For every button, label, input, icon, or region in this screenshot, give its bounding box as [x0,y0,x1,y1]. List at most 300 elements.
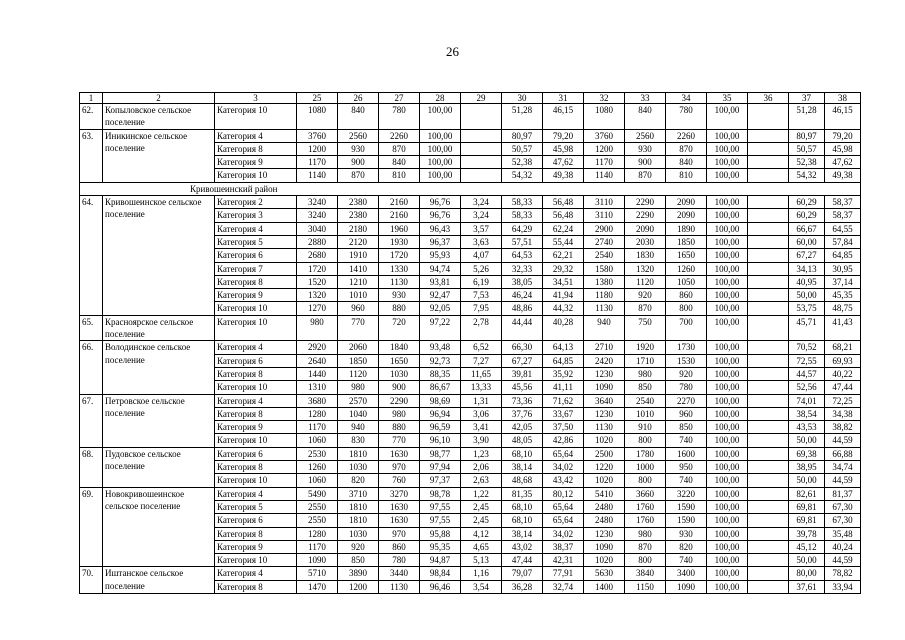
value-cell: 49,38 [825,169,861,182]
value-cell: 32,33 [502,262,543,275]
value-cell: 1650 [379,354,420,367]
value-cell: 3760 [297,129,338,142]
value-cell: 2920 [297,341,338,354]
value-cell: 1080 [297,104,338,130]
value-cell: 2680 [297,249,338,262]
value-cell: 2540 [625,394,666,407]
column-header: 26 [338,93,379,104]
value-cell: 3680 [297,394,338,407]
value-cell: 2480 [584,514,625,527]
value-cell: 3440 [379,567,420,580]
value-cell: 6,19 [461,275,502,288]
column-header: 31 [543,93,584,104]
value-cell: 3270 [379,487,420,500]
value-cell: 820 [338,474,379,487]
value-cell: 1630 [379,500,420,513]
value-cell: 43,53 [789,421,825,434]
settlement-name: Петровское сельское поселение [103,394,215,447]
value-cell: 1130 [584,421,625,434]
value-cell: 1590 [666,514,707,527]
value-cell: 49,38 [543,169,584,182]
value-cell: 3400 [666,567,707,580]
value-cell: 1280 [297,527,338,540]
value-cell: 54,32 [789,169,825,182]
value-cell: 64,85 [825,249,861,262]
value-cell: 1520 [297,275,338,288]
value-cell: 38,14 [502,461,543,474]
value-cell: 5710 [297,567,338,580]
value-cell: 3890 [338,567,379,580]
value-cell: 1330 [379,262,420,275]
settlement-number: 65. [80,315,103,341]
value-cell: 42,31 [543,554,584,567]
value-cell: 65,64 [543,500,584,513]
value-cell: 1120 [338,367,379,380]
value-cell: 67,27 [789,249,825,262]
value-cell: 1170 [584,156,625,169]
value-cell: 70,52 [789,341,825,354]
value-cell: 96,43 [420,222,461,235]
value-cell: 34,02 [543,527,584,540]
value-cell: 980 [625,527,666,540]
column-header: 29 [461,93,502,104]
value-cell: 1210 [338,275,379,288]
value-cell: 48,75 [825,302,861,315]
value-cell: 1320 [625,262,666,275]
settlement-number: 67. [80,394,103,447]
value-cell: 850 [338,554,379,567]
value-cell: 6,52 [461,341,502,354]
category-cell: Категория 9 [215,540,297,553]
settlement-name: Красноярское сельское поселение [103,315,215,341]
value-cell: 1120 [625,275,666,288]
settlement-name: Копыловское сельское поселение [103,104,215,130]
value-cell: 1850 [338,354,379,367]
value-cell: 1170 [297,540,338,553]
value-cell: 44,59 [825,434,861,447]
value-cell: 100,00 [707,554,748,567]
value-cell: 760 [379,474,420,487]
value-cell: 35,92 [543,367,584,380]
value-cell: 930 [379,289,420,302]
value-cell: 100,00 [707,474,748,487]
category-cell: Категория 4 [215,129,297,142]
value-cell: 52,56 [789,381,825,394]
value-cell: 46,15 [825,104,861,130]
settlement-number: 68. [80,447,103,487]
value-cell: 62,21 [543,249,584,262]
value-cell: 2160 [379,196,420,209]
column-header: 36 [748,93,789,104]
value-cell: 46,24 [502,289,543,302]
category-cell: Категория 8 [215,580,297,593]
value-cell: 900 [338,156,379,169]
category-cell: Категория 7 [215,262,297,275]
page-number: 26 [446,44,459,59]
value-cell: 980 [379,407,420,420]
value-cell: 1030 [379,367,420,380]
table-row [80,129,861,142]
value-cell: 3,57 [461,222,502,235]
value-cell: 1760 [625,500,666,513]
value-cell: 11,65 [461,367,502,380]
value-cell: 840 [666,156,707,169]
category-cell: Категория 4 [215,222,297,235]
settlement-name: Новокривошеинское сельское поселение [103,487,215,567]
value-cell: 100,00 [707,394,748,407]
value-cell: 34,02 [543,461,584,474]
value-cell [748,407,789,420]
value-cell [748,447,789,460]
value-cell: 44,32 [543,302,584,315]
value-cell [748,315,789,341]
value-cell: 72,55 [789,354,825,367]
value-cell [748,142,789,155]
value-cell: 67,30 [825,500,861,513]
value-cell: 64,53 [502,249,543,262]
value-cell: 2530 [297,447,338,460]
value-cell [748,302,789,315]
value-cell: 1130 [584,302,625,315]
value-cell: 97,37 [420,474,461,487]
value-cell: 2260 [379,129,420,142]
settlement-name: Иникинское сельское поселение [103,129,215,182]
value-cell: 870 [625,540,666,553]
column-header: 37 [789,93,825,104]
data-table [79,92,861,594]
value-cell: 38,95 [789,461,825,474]
value-cell: 39,81 [502,367,543,380]
value-cell: 740 [666,474,707,487]
category-cell: Категория 8 [215,461,297,474]
value-cell: 58,33 [502,196,543,209]
category-cell: Категория 10 [215,302,297,315]
value-cell: 3,41 [461,421,502,434]
value-cell: 2560 [625,129,666,142]
column-header: 28 [420,93,461,104]
value-cell: 100,00 [420,169,461,182]
value-cell: 79,20 [825,129,861,142]
value-cell: 88,35 [420,367,461,380]
value-cell: 840 [338,104,379,130]
value-cell: 1410 [338,262,379,275]
value-cell: 77,91 [543,567,584,580]
category-cell: Категория 4 [215,394,297,407]
column-header: 38 [825,93,861,104]
value-cell: 860 [379,540,420,553]
value-cell: 1380 [584,275,625,288]
value-cell: 92,05 [420,302,461,315]
value-cell: 840 [379,156,420,169]
value-cell: 100,00 [707,196,748,209]
value-cell: 69,93 [825,354,861,367]
value-cell: 1010 [338,289,379,302]
value-cell: 850 [625,381,666,394]
value-cell: 37,76 [502,407,543,420]
value-cell: 37,50 [543,421,584,434]
value-cell: 67,30 [825,514,861,527]
category-cell: Категория 8 [215,527,297,540]
value-cell: 94,87 [420,554,461,567]
value-cell: 71,62 [543,394,584,407]
value-cell: 7,95 [461,302,502,315]
value-cell: 1030 [338,527,379,540]
value-cell: 58,37 [825,196,861,209]
value-cell: 2710 [584,341,625,354]
value-cell: 940 [584,315,625,341]
category-cell: Категория 6 [215,447,297,460]
value-cell: 78,82 [825,567,861,580]
table-row [80,341,861,354]
value-cell: 37,14 [825,275,861,288]
value-cell [748,474,789,487]
value-cell: 40,24 [825,540,861,553]
value-cell: 55,44 [543,235,584,248]
value-cell: 1080 [584,104,625,130]
value-cell: 2,78 [461,315,502,341]
value-cell: 44,57 [789,367,825,380]
value-cell: 62,24 [543,222,584,235]
value-cell: 47,44 [825,381,861,394]
value-cell: 65,64 [543,514,584,527]
value-cell: 1220 [584,461,625,474]
value-cell: 1230 [584,527,625,540]
value-cell: 65,64 [543,447,584,460]
value-cell: 100,00 [707,381,748,394]
value-cell: 4,07 [461,249,502,262]
value-cell: 56,48 [543,209,584,222]
value-cell [748,289,789,302]
value-cell: 1810 [338,514,379,527]
value-cell: 5,26 [461,262,502,275]
value-cell: 100,00 [707,209,748,222]
value-cell: 740 [666,434,707,447]
category-cell: Категория 6 [215,514,297,527]
value-cell: 97,55 [420,500,461,513]
value-cell: 95,93 [420,249,461,262]
value-cell [461,129,502,142]
value-cell: 1060 [297,474,338,487]
value-cell: 38,14 [502,527,543,540]
value-cell: 2560 [338,129,379,142]
value-cell: 920 [625,289,666,302]
value-cell: 72,25 [825,394,861,407]
value-cell: 57,84 [825,235,861,248]
value-cell: 34,51 [543,275,584,288]
value-cell: 68,21 [825,341,861,354]
value-cell: 1230 [584,367,625,380]
value-cell: 96,76 [420,209,461,222]
value-cell: 1200 [584,142,625,155]
value-cell: 1230 [584,407,625,420]
value-cell: 7,27 [461,354,502,367]
value-cell: 980 [297,315,338,341]
value-cell: 56,48 [543,196,584,209]
value-cell: 2,45 [461,500,502,513]
value-cell: 34,38 [825,407,861,420]
value-cell: 930 [666,527,707,540]
value-cell [748,381,789,394]
value-cell: 66,67 [789,222,825,235]
value-cell: 3,24 [461,196,502,209]
value-cell: 53,75 [789,302,825,315]
value-cell: 41,43 [825,315,861,341]
value-cell: 1030 [338,461,379,474]
value-cell: 95,88 [420,527,461,540]
value-cell: 800 [625,434,666,447]
value-cell: 41,11 [543,381,584,394]
value-cell: 100,00 [707,421,748,434]
value-cell: 81,35 [502,487,543,500]
value-cell: 92,73 [420,354,461,367]
value-cell: 58,33 [502,209,543,222]
category-cell: Категория 9 [215,421,297,434]
value-cell: 1830 [625,249,666,262]
value-cell: 100,00 [707,222,748,235]
value-cell: 3,63 [461,235,502,248]
value-cell: 1320 [297,289,338,302]
value-cell: 1470 [297,580,338,593]
value-cell: 74,01 [789,394,825,407]
value-cell: 100,00 [420,104,461,130]
value-cell: 81,37 [825,487,861,500]
value-cell: 33,67 [543,407,584,420]
value-cell: 1050 [666,275,707,288]
value-cell [461,169,502,182]
value-cell: 50,57 [789,142,825,155]
value-cell: 840 [625,104,666,130]
value-cell: 68,10 [502,447,543,460]
value-cell: 2740 [584,235,625,248]
value-cell: 1060 [297,434,338,447]
category-cell: Категория 5 [215,235,297,248]
value-cell: 720 [379,315,420,341]
settlement-name: Пудовское сельское поселение [103,447,215,487]
value-cell: 45,98 [825,142,861,155]
value-cell: 810 [379,169,420,182]
value-cell: 66,30 [502,341,543,354]
value-cell [748,196,789,209]
value-cell: 1090 [584,381,625,394]
value-cell: 100,00 [420,156,461,169]
value-cell: 1400 [584,580,625,593]
value-cell: 98,69 [420,394,461,407]
value-cell: 2090 [625,222,666,235]
value-cell: 930 [338,142,379,155]
value-cell [748,169,789,182]
value-cell: 32,74 [543,580,584,593]
value-cell: 40,28 [543,315,584,341]
category-cell: Категория 8 [215,367,297,380]
value-cell: 80,12 [543,487,584,500]
value-cell: 64,13 [543,341,584,354]
value-cell: 29,32 [543,262,584,275]
value-cell: 3240 [297,209,338,222]
value-cell: 1810 [338,447,379,460]
category-cell: Категория 8 [215,275,297,288]
value-cell: 2880 [297,235,338,248]
value-cell [748,156,789,169]
value-cell: 930 [625,142,666,155]
value-cell [461,104,502,130]
value-cell: 960 [666,407,707,420]
value-cell: 100,00 [707,500,748,513]
value-cell: 2270 [666,394,707,407]
value-cell: 100,00 [707,275,748,288]
value-cell: 5410 [584,487,625,500]
value-cell: 970 [379,461,420,474]
value-cell: 64,85 [543,354,584,367]
value-cell [748,262,789,275]
value-cell: 64,29 [502,222,543,235]
value-cell: 1650 [666,249,707,262]
value-cell: 69,81 [789,514,825,527]
value-cell: 86,67 [420,381,461,394]
value-cell: 1,23 [461,447,502,460]
value-cell: 42,05 [502,421,543,434]
settlement-number: 70. [80,567,103,594]
value-cell: 45,12 [789,540,825,553]
value-cell: 1730 [666,341,707,354]
value-cell: 1020 [584,474,625,487]
category-cell: Категория 10 [215,554,297,567]
value-cell: 100,00 [707,527,748,540]
value-cell: 960 [338,302,379,315]
value-cell: 51,28 [789,104,825,130]
value-cell: 910 [625,421,666,434]
value-cell: 800 [625,474,666,487]
value-cell: 97,94 [420,461,461,474]
value-cell: 1140 [297,169,338,182]
value-cell: 1140 [584,169,625,182]
value-cell: 34,74 [825,461,861,474]
value-cell: 3110 [584,209,625,222]
column-header: 33 [625,93,666,104]
category-cell: Категория 4 [215,487,297,500]
category-cell: Категория 10 [215,381,297,394]
value-cell: 100,00 [707,249,748,262]
value-cell: 57,51 [502,235,543,248]
value-cell: 100,00 [707,434,748,447]
settlement-number: 63. [80,129,103,182]
value-cell: 2380 [338,196,379,209]
settlement-number: 64. [80,196,103,316]
value-cell: 94,74 [420,262,461,275]
settlement-name: Володинское сельское поселение [103,341,215,394]
value-cell: 100,00 [707,367,748,380]
value-cell: 2120 [338,235,379,248]
value-cell: 900 [625,156,666,169]
value-cell [748,421,789,434]
table-row [80,315,861,341]
value-cell: 2030 [625,235,666,248]
value-cell: 870 [338,169,379,182]
value-cell: 1280 [297,407,338,420]
district-row [80,182,861,195]
value-cell: 1,31 [461,394,502,407]
value-cell [748,487,789,500]
value-cell: 1600 [666,447,707,460]
value-cell: 5490 [297,487,338,500]
value-cell: 2420 [584,354,625,367]
value-cell: 1930 [379,235,420,248]
value-cell: 2,06 [461,461,502,474]
value-cell: 96,76 [420,196,461,209]
value-cell [748,527,789,540]
value-cell: 980 [338,381,379,394]
value-cell: 3710 [338,487,379,500]
table-row [80,394,861,407]
